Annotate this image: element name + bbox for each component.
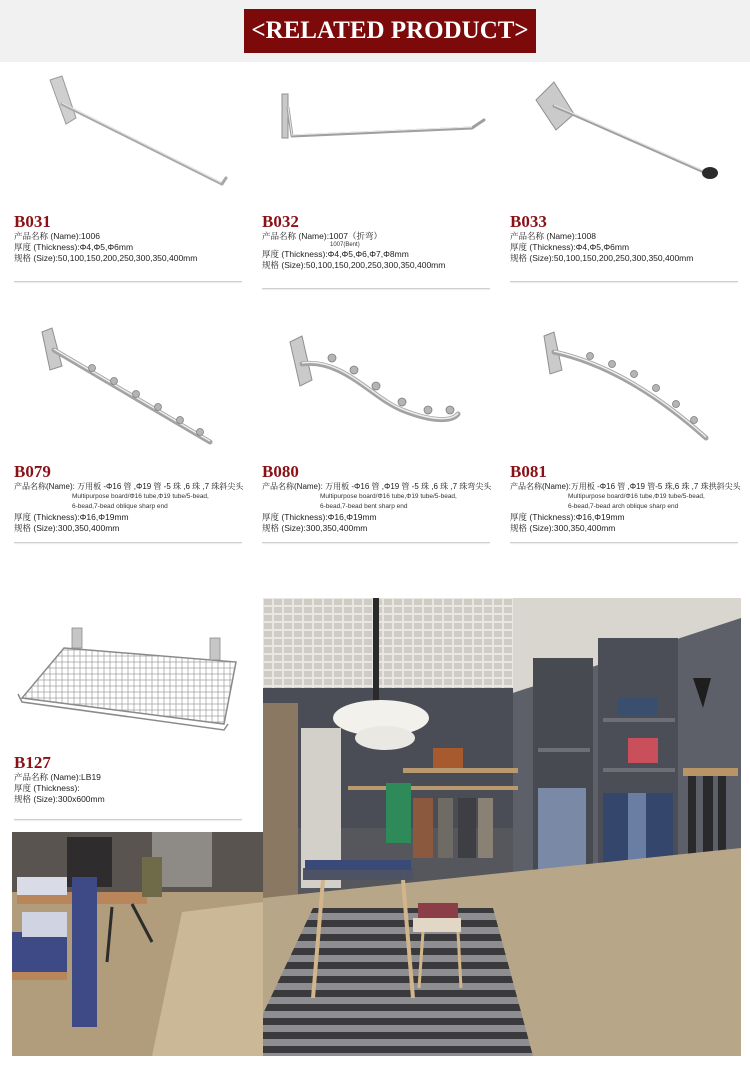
product-thickness: 厚度 (Thickness): xyxy=(14,783,80,793)
product-name: 产品名称(Name): 万用板 -Φ16 管 ,Φ19 管 -5 珠 ,6 珠 ,7 珠斜尖头 xyxy=(14,482,244,491)
related-product-banner: <RELATED PRODUCT> xyxy=(244,9,536,53)
product-size: 规格 (Size):50,100,150,200,250,300,350,400mm xyxy=(14,253,198,263)
divider xyxy=(262,542,490,543)
product-code: B080 xyxy=(262,462,299,481)
product-code: B031 xyxy=(14,212,51,231)
product-name-en: 1007(Bent) xyxy=(330,242,360,248)
product-name: 产品名称(Name): 万用板 -Φ16 管 ,Φ19 管 -5 珠 ,6 珠 ,7 珠弯尖头 xyxy=(262,482,492,491)
product-size: 规格 (Size):300x600mm xyxy=(14,794,105,804)
product-name: 产品名称 (Name):1006 xyxy=(14,231,100,241)
bent-hook-icon xyxy=(262,68,497,213)
product-thickness: 厚度 (Thickness):Φ4,Φ5,Φ6mm xyxy=(510,242,630,252)
product-code: B127 xyxy=(14,753,51,772)
product-name: 产品名称 (Name):LB19 xyxy=(14,772,101,782)
product-thickness: 厚度 (Thickness):Φ4,Φ5,Φ6mm xyxy=(14,242,134,252)
divider xyxy=(14,542,242,543)
product-code: B032 xyxy=(262,212,299,231)
product-size: 规格 (Size):300,350,400mm xyxy=(14,523,120,533)
bead-curved-waterfall-icon xyxy=(262,318,497,463)
product-code: B033 xyxy=(510,212,547,231)
bead-arch-waterfall-icon xyxy=(510,318,745,463)
product-name-en-line1: Multipurpose board/Φ16 tube,Φ19 tube/5-bead, xyxy=(320,493,457,500)
product-thickness: 厚度 (Thickness):Φ16,Φ19mm xyxy=(510,512,625,522)
wire-grid-shelf-icon xyxy=(14,590,249,750)
product-thickness: 厚度 (Thickness):Φ16,Φ19mm xyxy=(262,512,377,522)
divider xyxy=(14,281,242,282)
divider xyxy=(262,288,490,289)
product-name: 产品名称 (Name):1008 xyxy=(510,231,596,241)
product-name-en-line1: Multipurpose board/Φ16 tube,Φ19 tube/5-bead, xyxy=(568,493,705,500)
slatwall-single-hook-icon xyxy=(14,68,249,213)
product-name: 产品名称 (Name):1007（折弯） xyxy=(262,231,382,241)
product-size: 规格 (Size):300,350,400mm xyxy=(262,523,368,533)
divider xyxy=(510,542,738,543)
product-name-en-line2: 6-bead,7-bead bent sharp end xyxy=(320,503,408,510)
product-code: B081 xyxy=(510,462,547,481)
product-name: 产品名称(Name):万用板 -Φ16 管 ,Φ19 管-5 珠,6 珠 ,7 珠拱斜尖头 xyxy=(510,482,741,491)
product-name-en-line2: 6-bead,7-bead oblique sharp end xyxy=(72,503,168,510)
product-thickness: 厚度 (Thickness):Φ16,Φ19mm xyxy=(14,512,129,522)
bead-waterfall-icon xyxy=(14,318,249,463)
capped-hook-icon xyxy=(510,68,745,213)
divider xyxy=(14,819,242,820)
product-thickness: 厚度 (Thickness):Φ4,Φ5,Φ6,Φ7,Φ8mm xyxy=(262,249,409,259)
product-size: 规格 (Size):50,100,150,200,250,300,350,400mm xyxy=(510,253,694,263)
store-interior-photo-lower xyxy=(12,832,263,1056)
product-name-en-line1: Multipurpose board/Φ16 tube,Φ19 tube/5-bead, xyxy=(72,493,209,500)
store-interior-photo xyxy=(263,598,741,1056)
product-code: B079 xyxy=(14,462,51,481)
product-size: 规格 (Size):300,350,400mm xyxy=(510,523,616,533)
divider xyxy=(510,281,738,282)
product-card-b127[interactable] xyxy=(14,590,256,832)
product-name-en-line2: 6-bead,7-bead arch oblique sharp end xyxy=(568,503,679,510)
product-size: 规格 (Size):50,100,150,200,250,300,350,400mm xyxy=(262,260,446,270)
